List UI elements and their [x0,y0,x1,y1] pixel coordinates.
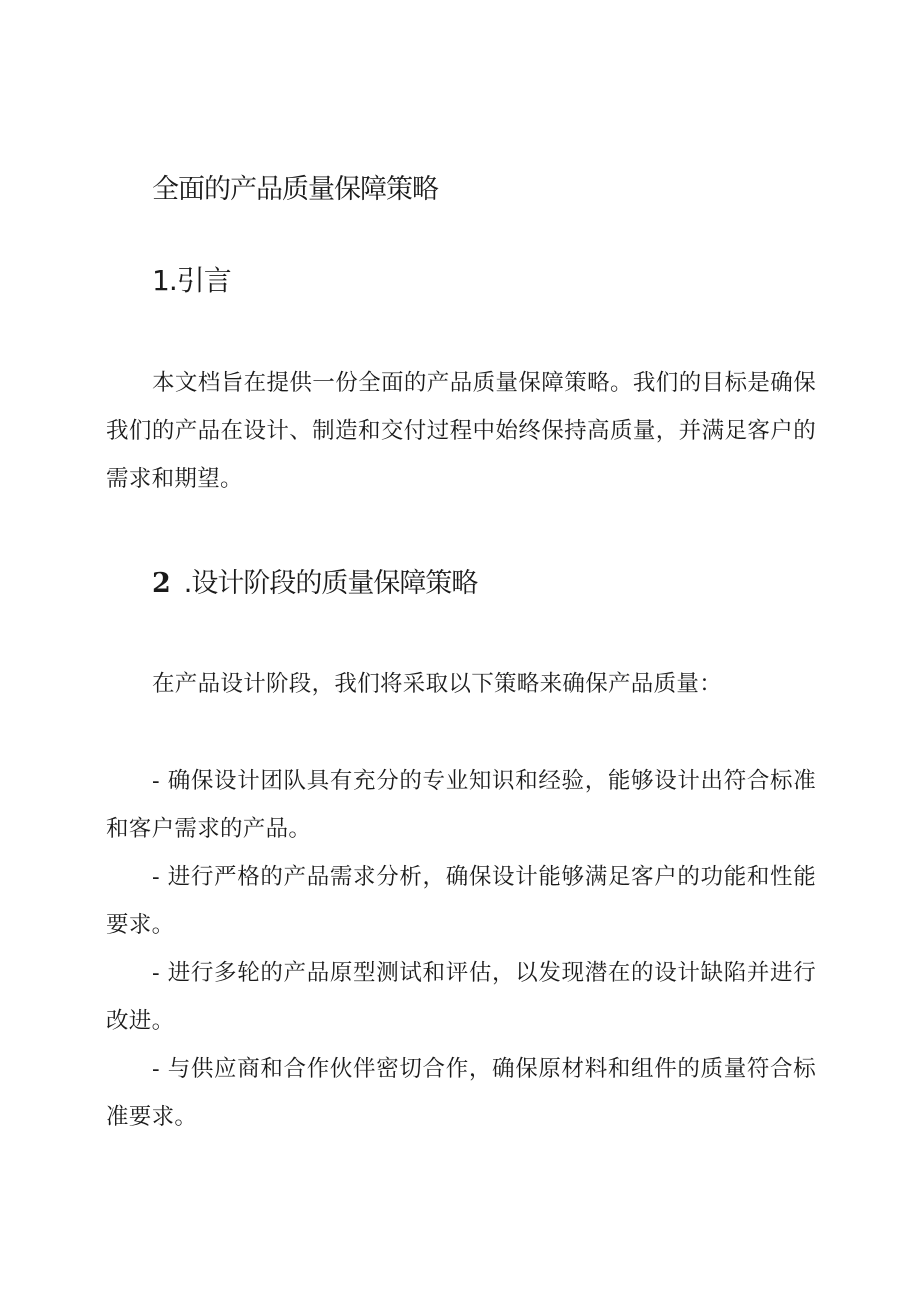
design-phase-lead-paragraph: 在产品设计阶段，我们将采取以下策略来确保产品质量： [152,671,723,697]
design-strategy-list [106,757,816,1141]
list-item: - 进行多轮的产品原型测试和评估，以发现潜在的设计缺陷并进行改进。 [106,960,816,1034]
section-heading-design-phase [152,567,477,601]
list-item: - 确保设计团队具有充分的专业知识和经验，能够设计出符合标准和客户需求的产品。 [106,768,816,842]
document-title: 全面的产品质量保障策略 [152,174,438,205]
list-item: - 与供应商和合作伙伴密切合作，确保原材料和组件的质量符合标准要求。 [106,1056,816,1130]
introduction-paragraph: 本文档旨在提供一份全面的产品质量保障策略。我们的目标是确保我们的产品在设计、制造和交付过程中始终保持高质量，并满足客户的需求和期望。 [106,370,816,492]
section-number: 2 [152,568,170,599]
section-heading-introduction: 1.引言 [152,264,231,297]
list-item: - 进行严格的产品需求分析，确保设计能够满足客户的功能和性能要求。 [106,864,816,938]
section-heading-text: .设计阶段的质量保障策略 [183,568,478,599]
